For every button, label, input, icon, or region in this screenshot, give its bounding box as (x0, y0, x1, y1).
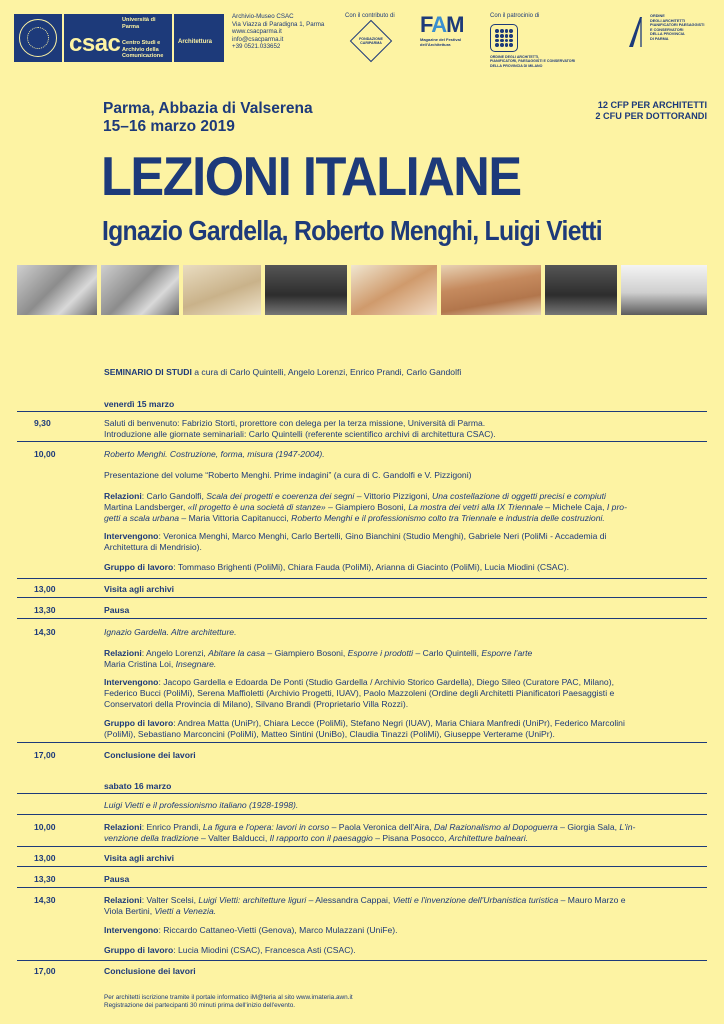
introduzione-line: Introduzione alle giornate seminariali: Carlo Quintelli (referente scientifico archivi di architettura CSAC). (104, 429, 496, 439)
speaker-text: : Jacopo Gardella e Edoarda De Ponti (Studio Gardella / Archivio Storico Gardella), Diego Sileo (Curatore PAC, Milano), (158, 677, 614, 687)
fam-mark (420, 14, 468, 36)
session-gruppo (17, 718, 707, 743)
ordine-milano-text (490, 55, 575, 68)
group-members: : Tommaso Brighenti (PoliMi), Chiara Fauda (PoliMi), Arianna di Giacinto (PoliMi), Lucia Miodini (CSAC). (173, 562, 569, 572)
session-title: Luigi Vietti e il professionismo italiano (1928-1998). (104, 800, 299, 810)
event-dates: 15–16 marzo 2019 (103, 118, 235, 135)
fondazione-logo-text: FONDAZIONE CARIPARMA (359, 37, 383, 45)
program-item (17, 822, 707, 847)
speaker-text: Federico Bucci (PoliMi), Serena Maffioletti (Archivio Progetti, IUAV), Paolo Mazzoleni (Ordine degli Architetti Pianificatori Paesaggisti e (104, 688, 615, 698)
ordine-parma-line: DI PARMA (650, 36, 669, 41)
program-time: 9,30 (34, 418, 51, 428)
ordine-parma-text (650, 14, 704, 42)
saluti-line: Saluti di benvenuto: Fabrizio Storti, prorettore con delega per la terza missione, Università di Parma. (104, 418, 486, 428)
event-place: Parma, Abbazia di Valserena (103, 100, 313, 117)
program-time: 14,30 (34, 895, 56, 905)
architettura-label: Architettura (178, 39, 213, 45)
speaker-text: : Valter Scelsi, (141, 895, 199, 905)
event-location-dates (103, 100, 313, 136)
speaker-text: – Valter Balducci, (198, 833, 270, 843)
session-heading (17, 800, 707, 815)
ordine-milano-line: DELLA PROVINCIA DI MILANO (490, 63, 543, 68)
email-link[interactable]: info@csacparma.it (232, 35, 284, 43)
fam-caption: Magazine del Festival dell'Architettura (420, 37, 461, 47)
event-subtitle: Ignazio Gardella, Roberto Menghi, Luigi Vietti (102, 215, 602, 246)
cfp-credits: 12 CFP PER ARCHITETTI (597, 100, 707, 110)
day-label: venerdì 15 marzo (104, 399, 175, 409)
photo-exhibition-interior (101, 265, 179, 315)
csac-address (232, 13, 324, 51)
photo-canopy-structure (621, 265, 707, 315)
group-members: : Lucia Miodini (CSAC), Francesca Asti (CSAC). (173, 945, 356, 955)
pausa-label: Pausa (104, 605, 130, 615)
contrib-label: Con il contributo di (345, 13, 395, 19)
day-heading (17, 781, 707, 794)
speaker-text: : Angelo Lorenzi, (141, 648, 209, 658)
photo-conference-hall (545, 265, 617, 315)
photo-tower-rendering (441, 265, 541, 315)
group-members: (PoliMi), Sebastiano Marconcini (PoliMi), Matteo Sintini (UniBo), Claudia Tinazzi (PoliMi), Giuseppe Verterame (UniPr). (104, 729, 555, 739)
talk-title: I pro- (606, 502, 627, 512)
speaker-text: – Pisana Posocco, (372, 833, 449, 843)
talk-title: L'in- (619, 822, 636, 832)
event-title: LEZIONI ITALIANE (101, 145, 521, 207)
talk-title: «Il progetto è una società di stanze» (187, 502, 326, 512)
speaker-text: – Carlo Quintelli, (413, 648, 482, 658)
speaker-text: – Alessandra Cappai, (306, 895, 393, 905)
talk-title: Una costellazione di oggetti precisi e compiuti (432, 491, 606, 501)
conclusione-label: Conclusione dei lavori (104, 750, 196, 760)
talk-title: Vietti a Venezia. (154, 906, 217, 916)
intervengono-label: Intervengono (104, 925, 159, 935)
address-line: Archivio-Museo CSAC (232, 13, 294, 20)
speaker-text: : Carlo Gandolfi, (141, 491, 207, 501)
program-time: 14,30 (34, 627, 56, 637)
talk-title: getti a scala urbana (104, 513, 180, 523)
session-gruppo (17, 562, 707, 579)
speaker-text: : Enrico Prandi, (141, 822, 203, 832)
patrocinio-label: Con il patrocinio di (490, 13, 540, 19)
seal-icon (19, 19, 57, 57)
speaker-text: Architettura di Mendrisio). (104, 542, 202, 552)
intervengono-label: Intervengono (104, 677, 159, 687)
talk-title: Scala dei progetti e coerenza dei segni (206, 491, 355, 501)
relazioni-label: Relazioni (104, 491, 142, 501)
program-item (17, 418, 707, 442)
speaker-text: Maria Cristina Loi, (104, 659, 176, 669)
cfu-credits: 2 CFU PER DOTTORANDI (595, 111, 707, 121)
pausa-label: Pausa (104, 874, 130, 884)
university-label: Università di Parma (122, 17, 156, 30)
csac-wordmark: csac (69, 30, 121, 57)
group-members: : Andrea Matta (UniPr), Chiara Lecce (PoliMi), Stefano Negri (IUAV), Maria Chiara Manfredi (UniPr), Federico Marcolini (173, 718, 625, 728)
centro-studi-label: Centro Studi e Archivio della Comunicazione (122, 40, 164, 59)
speaker-text: – Giampiero Bosoni, (325, 502, 409, 512)
program-time: 10,00 (34, 449, 56, 459)
ordine-parma-line: PIANIFICATORI PAESAGGISTI (650, 23, 705, 28)
footer-notes (104, 994, 353, 1011)
conclusione-label: Conclusione dei lavori (104, 966, 196, 976)
photo-group-portrait (17, 265, 97, 315)
ordine-parma-line: E CONSERVATORI (650, 27, 684, 32)
speaker-text: Viola Bertini, (104, 906, 155, 916)
gruppo-label: Gruppo di lavoro (104, 718, 174, 728)
speaker-text: – Mauro Marzo e (558, 895, 626, 905)
architettura-logo (174, 14, 224, 62)
phone-number: +39 0521.033652 (232, 43, 281, 51)
relazioni-label: Relazioni (104, 822, 142, 832)
relazioni-label: Relazioni (104, 895, 142, 905)
program-time: 13,00 (34, 853, 56, 863)
seminario-label: SEMINARIO DI STUDI (104, 367, 192, 377)
credits-box (595, 100, 707, 122)
talk-title: La mostra dei vetri alla IX Triennale (408, 502, 543, 512)
gruppo-label: Gruppo di lavoro (104, 562, 174, 572)
program-time: 17,00 (34, 750, 56, 760)
photo-technical-drawing (183, 265, 261, 315)
ordine-parma-mark-icon (628, 17, 644, 47)
ordine-parma-line: ORDINE (650, 14, 665, 18)
talk-title: Architetture balneari. (448, 833, 529, 843)
volume-presentation: Presentazione del volume “Roberto Menghi. Prime indagini” (a cura di C. Gandolfi e V. Pizzigoni) (104, 470, 472, 480)
photo-rolled-drawings (351, 265, 437, 315)
talk-title: venzione della tradizione (104, 833, 199, 843)
session-title: Ignazio Gardella. Altre architetture. (104, 627, 237, 637)
fam-mark-m: M (446, 12, 464, 37)
talk-title: Roberto Menghi e il professionismo colto tra Triennale e industria delle costruzioni. (291, 513, 605, 523)
speaker-text: – Michele Caja, (542, 502, 607, 512)
session-title: Roberto Menghi. Costruzione, forma, misura (1947-2004). (104, 449, 325, 459)
talk-title: La figura e l'opera: lavori in corso (202, 822, 330, 832)
ordine-milano-logo (490, 24, 518, 52)
talk-title: Vietti e l'invenzione dell'Urbanistica turistica (392, 895, 559, 905)
talk-title: Abitare la casa (208, 648, 266, 658)
address-line: Via Viazza di Paradigna 1, Parma (232, 20, 325, 28)
gruppo-label: Gruppo di lavoro (104, 945, 174, 955)
session-gruppo (17, 945, 707, 961)
relazioni-label: Relazioni (104, 648, 142, 658)
program-item (17, 874, 707, 888)
visita-label: Visita agli archivi (104, 853, 175, 863)
ordine-parma-line: DEGLI ARCHITETTI (650, 18, 686, 23)
program-item (17, 853, 707, 867)
talk-title: Luigi Vietti: architetture liguri (198, 895, 307, 905)
fam-logo (420, 14, 468, 47)
fam-mark-f: F (420, 12, 432, 37)
ordine-milano-line: ORDINE DEGLI ARCHITETTI, (490, 55, 540, 59)
talk-title: Esporre i prodotti (347, 648, 414, 658)
program-time: 13,00 (34, 584, 56, 594)
registration-time-note: Registrazione dei partecipanti 30 minuti prima dell'inizio dell'evento. (104, 1002, 296, 1010)
speaker-text: – Vittorio Pizzigoni, (354, 491, 433, 501)
registration-note: Per architetti iscrizione tramite il portale informatico iM@teria al sito www.imateria.awn.it (104, 994, 353, 1001)
speaker-text: : Riccardo Cattaneo-Vietti (Genova), Marco Mulazzani (UniFe). (158, 925, 398, 935)
speaker-text: Martina Landsberger, (104, 502, 188, 512)
program-item (17, 584, 707, 598)
ordine-milano-line: PIANIFICATORI, PAESAGGISTI E CONSERVATORI (490, 59, 576, 64)
ordine-parma-line: DELLA PROVINCIA (650, 32, 685, 37)
program-time: 13,30 (34, 874, 56, 884)
program-time: 10,00 (34, 822, 56, 832)
seminario-curators: a cura di Carlo Quintelli, Angelo Lorenzi, Enrico Prandi, Carlo Gandolfi (191, 367, 462, 377)
day-label: sabato 16 marzo (104, 781, 172, 791)
csac-logo (64, 14, 172, 62)
day-heading (17, 399, 707, 412)
program-time: 13,30 (34, 605, 56, 615)
university-seal-logo (14, 14, 62, 62)
fam-mark-a: A (431, 12, 447, 37)
talk-title: Insegnare. (175, 659, 217, 669)
talk-title: Il rapporto con il paesaggio (269, 833, 373, 843)
fondazione-logo (350, 20, 392, 62)
photo-workshop (265, 265, 347, 315)
intervengono-label: Intervengono (104, 531, 159, 541)
speaker-text: – Maria Vittoria Capitanucci, (179, 513, 292, 523)
visita-label: Visita agli archivi (104, 584, 175, 594)
program-item (17, 605, 707, 619)
speaker-text: – Giorgia Sala, (557, 822, 620, 832)
speaker-text: – Giampiero Bosoni, (265, 648, 348, 658)
talk-title: Esporre l'arte (481, 648, 533, 658)
speaker-text: : Veronica Menghi, Marco Menghi, Carlo Bertelli, Gino Bianchini (Studio Menghi), Gabriele Neri (PoliMi - Accademia di (158, 531, 607, 541)
talk-title: Dal Razionalismo al Dopoguerra (434, 822, 558, 832)
website-link[interactable]: www.csacparma.it (232, 28, 282, 36)
speaker-text: Conservatori della Provincia di Milano), Silvano Brandi (Proprietario Villa Rozzi). (104, 699, 409, 709)
speaker-text: – Paola Veronica dell'Aira, (329, 822, 435, 832)
program-time: 17,00 (34, 966, 56, 976)
